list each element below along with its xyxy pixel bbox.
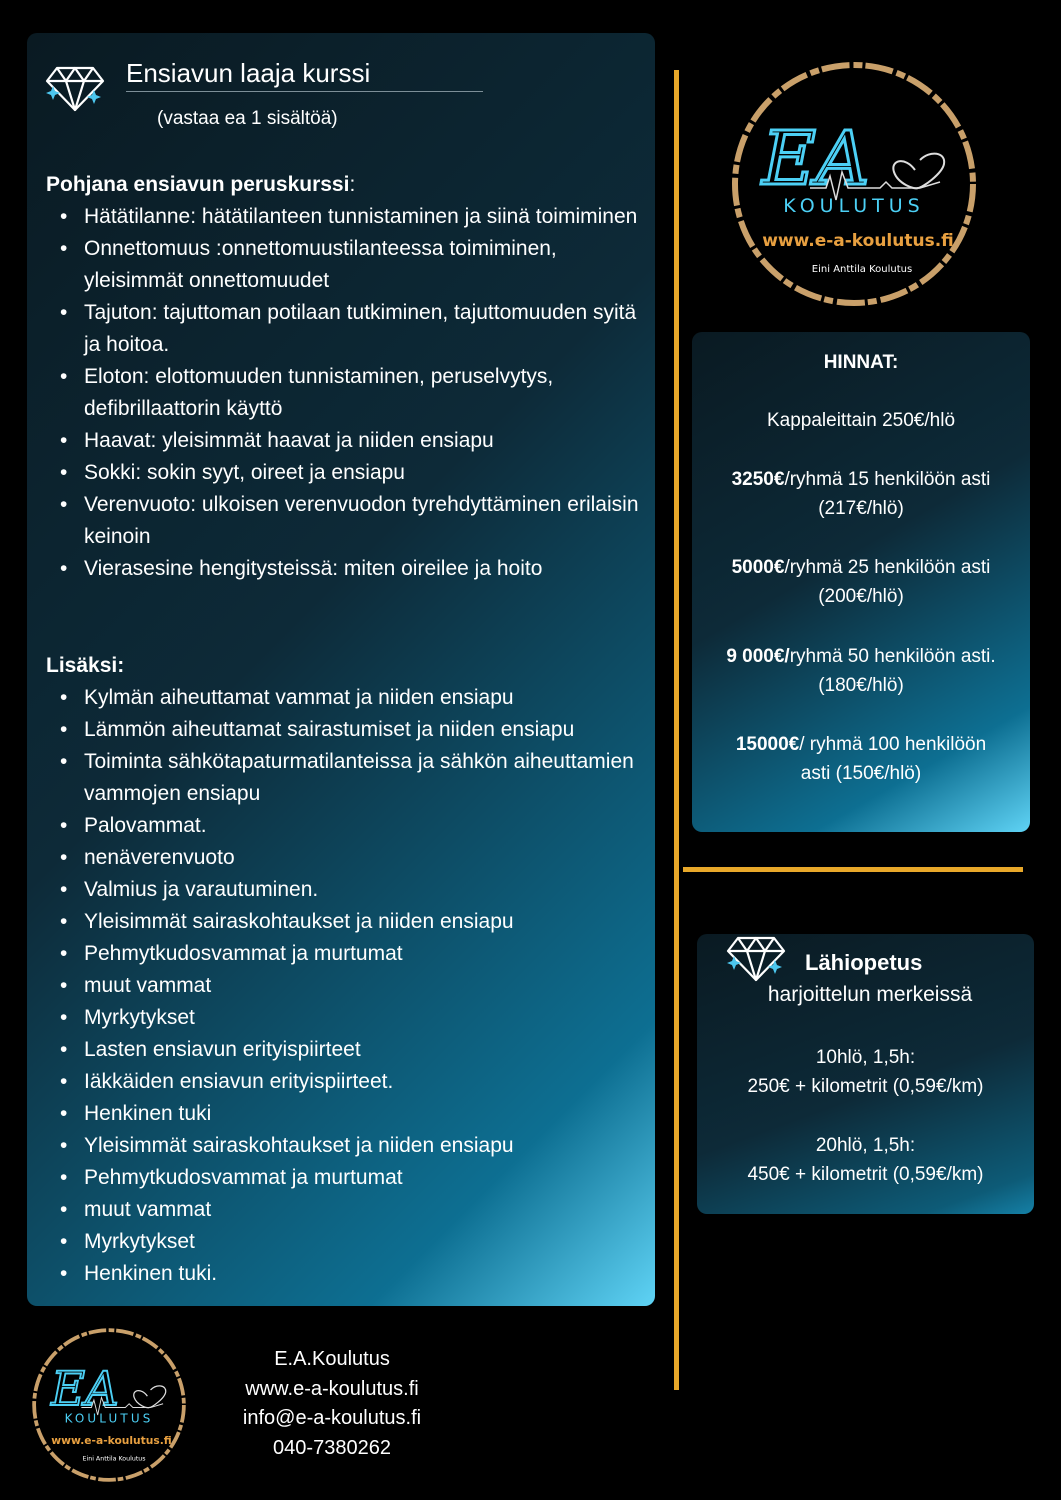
course-title: Ensiavun laaja kurssi bbox=[126, 58, 371, 88]
horizontal-divider bbox=[683, 867, 1023, 872]
list-item: • Yleisimmät sairaskohtaukset ja niiden ensiapu bbox=[84, 906, 649, 938]
title-underline bbox=[126, 91, 483, 92]
course-subtitle: (vastaa ea 1 sisältöä) bbox=[157, 108, 338, 129]
lahiopetus-subtitle: harjoittelun merkeissä bbox=[767, 983, 973, 1006]
lahiopetus-title: Lähiopetus bbox=[805, 950, 923, 975]
list-item: • Kylmän aiheuttamat vammat ja niiden ensiapu bbox=[84, 682, 649, 714]
list-item: • Hätätilanne: hätätilanteen tunnistaminen ja siinä toimiminen bbox=[84, 201, 649, 233]
price-group-100: 15000€/ ryhmä 100 henkilöön asti (150€/hlö) bbox=[735, 734, 987, 784]
list-item: • Henkinen tuki bbox=[84, 1098, 649, 1130]
basic-course-section bbox=[46, 169, 649, 585]
list-item: • Verenvuoto: ulkoisen verenvuodon tyrehdyttäminen erilaisin keinoin bbox=[84, 489, 649, 553]
list-item: • muut vammat bbox=[84, 1194, 649, 1226]
contact-email[interactable]: info@e-a-koulutus.fi bbox=[242, 1407, 422, 1429]
logo-monogram: EA bbox=[762, 116, 870, 202]
list-item: • Toiminta sähkötapaturmatilanteissa ja sähkön aiheuttamien vammojen ensiapu bbox=[84, 746, 649, 810]
contact-phone[interactable]: 040-7380262 bbox=[273, 1436, 391, 1459]
price-group-50: 9 000€/ryhmä 50 henkilöön asti. (180€/hlö) bbox=[726, 646, 996, 696]
list-item: • Onnettomuus :onnettomuustilanteessa toimiminen, yleisimmät onnettomuudet bbox=[84, 233, 649, 297]
contact-website[interactable]: www.e-a-koulutus.fi bbox=[245, 1377, 419, 1400]
list-item: • nenäverenvuoto bbox=[84, 842, 649, 874]
logo-owner: Eini Anttila Koulutus bbox=[82, 1455, 146, 1463]
list-item: • muut vammat bbox=[84, 970, 649, 1002]
lahiopetus-option-20: 20hlö, 1,5h: 450€ + kilometrit (0,59€/km) bbox=[747, 1135, 984, 1185]
list-item: • Palovammat. bbox=[84, 810, 649, 842]
diamond-icon bbox=[44, 64, 106, 114]
logo-monogram: EA bbox=[51, 1362, 119, 1416]
list-item: • Myrkytykset bbox=[84, 1002, 649, 1034]
additional-section bbox=[46, 650, 649, 1290]
logo-name: KOULUTUS bbox=[64, 1411, 154, 1426]
logo-url: www.e-a-koulutus.fi bbox=[762, 231, 954, 251]
vertical-divider bbox=[674, 70, 679, 1390]
list-item: • Pehmytkudosvammat ja murtumat bbox=[84, 938, 649, 970]
list-item: • Lämmön aiheuttamat sairastumiset ja niiden ensiapu bbox=[84, 714, 649, 746]
list-item: • Henkinen tuki. bbox=[84, 1258, 649, 1290]
contact-company: E.A.Koulutus bbox=[274, 1348, 390, 1370]
list-item: • Vierasesine hengitysteissä: miten oireilee ja hoito bbox=[84, 553, 649, 585]
logo-url: www.e-a-koulutus.fi bbox=[51, 1434, 172, 1447]
logo-owner: Eini Anttila Koulutus bbox=[811, 264, 913, 275]
list-item: • Sokki: sokin syyt, oireet ja ensiapu bbox=[84, 457, 649, 489]
list-item: • Myrkytykset bbox=[84, 1226, 649, 1258]
list-item: • Lasten ensiavun erityispiirteet bbox=[84, 1034, 649, 1066]
list-item: • Pehmytkudosvammat ja murtumat bbox=[84, 1162, 649, 1194]
lahiopetus-option-10: 10hlö, 1,5h: 250€ + kilometrit (0,59€/km) bbox=[747, 1047, 984, 1097]
list-item: • Eloton: elottomuuden tunnistaminen, peruselvytys, defibrillaattorin käyttö bbox=[84, 361, 649, 425]
price-single: Kappaleittain 250€/hlö bbox=[766, 410, 956, 431]
prices-title: HINNAT: bbox=[823, 352, 899, 373]
price-group-25: 5000€/ryhmä 25 henkilöön asti (200€/hlö) bbox=[731, 557, 991, 607]
logo-name: KOULUTUS bbox=[783, 195, 925, 217]
diamond-icon bbox=[725, 934, 787, 984]
price-group-15: 3250€/ryhmä 15 henkilöön asti (217€/hlö) bbox=[731, 469, 991, 519]
list-item: • Iäkkäiden ensiavun erityispiirteet. bbox=[84, 1066, 649, 1098]
basic-course-list bbox=[46, 201, 649, 585]
list-item: • Haavat: yleisimmät haavat ja niiden ensiapu bbox=[84, 425, 649, 457]
contact-block bbox=[222, 1345, 442, 1463]
additional-list bbox=[46, 682, 649, 1290]
list-item: • Yleisimmät sairaskohtaukset ja niiden ensiapu bbox=[84, 1130, 649, 1162]
list-item: • Valmius ja varautuminen. bbox=[84, 874, 649, 906]
section-heading: Pohjana ensiavun peruskurssi: bbox=[46, 173, 356, 196]
company-logo bbox=[730, 60, 978, 308]
section-heading: Lisäksi: bbox=[46, 654, 125, 677]
list-item: • Tajuton: tajuttoman potilaan tutkiminen, tajuttomuuden syitä ja hoitoa. bbox=[84, 297, 649, 361]
company-logo-small bbox=[31, 1327, 187, 1483]
